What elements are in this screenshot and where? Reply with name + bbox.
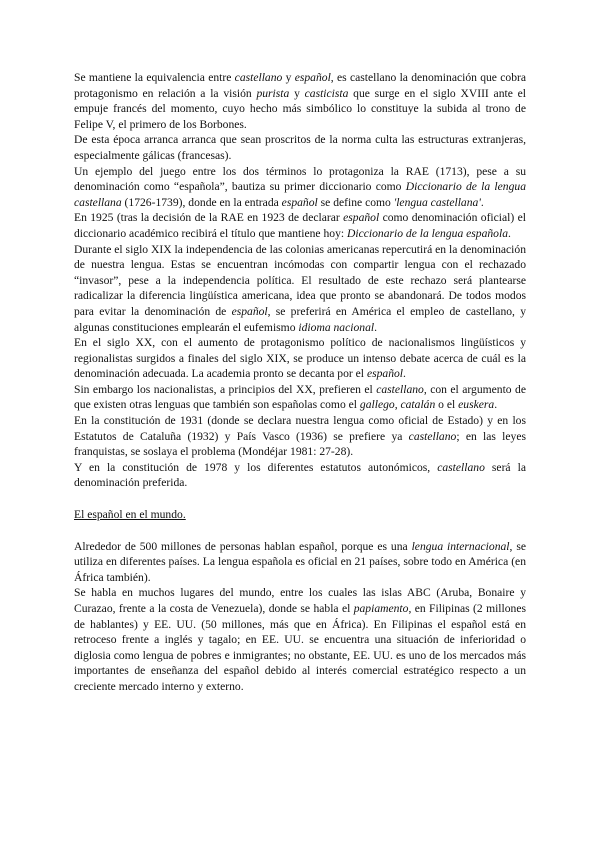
- italic-term: castellano: [234, 71, 283, 84]
- section-paragraphs-1: [74, 70, 526, 491]
- italic-term: castellano: [437, 460, 485, 474]
- italic-term: Diccionario de la lengua española: [347, 226, 508, 240]
- italic-term: lengua internacional: [411, 539, 510, 553]
- italic-term: idioma nacional: [298, 320, 375, 334]
- italic-term: castellano: [376, 382, 424, 396]
- paragraph: En 1925 (tras la decisión de la RAE en 1923 de declarar español como denominación oficial) el diccionario académico recibirá el título que mantiene hoy: Diccionario de la lengua española.: [74, 211, 526, 240]
- section-paragraphs-2: [74, 539, 526, 695]
- paragraph: Sin embargo los nacionalistas, a principios del XX, prefieren el castellano, con el argumento de que existen otras lenguas que también son españolas como el gallego, catalán o el euskera.: [74, 382, 526, 412]
- italic-term: papiamento: [353, 602, 409, 615]
- italic-term: español: [366, 367, 404, 381]
- italic-term: español: [294, 71, 331, 84]
- paragraph: Durante el siglo XIX la independencia de las colonias americanas repercutirá en la denominación de nuestra lengua. Estas se encuentran incómodas con compartir lengua con el rechazado “invasor”, pese a la independencia política. El resultado de este rechazo será plantearse radicalizar la diferencia lingüística americana, idea que pronto se abandonará. De todos modos para evitar la denominación de español, se preferirá en América el empleo de castellano, y algunas constituciones emplearán el eufemismo idioma nacional.: [74, 242, 526, 334]
- paragraph: Se habla en muchos lugares del mundo, entre los cuales las islas ABC (Aruba, Bonaire y Curazao, frente a la costa de Venezuela), donde se habla el papiamento, en Filipinas (2 millones de hablantes) y EE. UU. (50 millones, más que en África). En Filipinas el español está en retroceso frente a inglés y tagalo; en EE. UU. se encuentra una situación de inferioridad o diglosia como lengua de pobres e inmigrantes; no obstante, EE. UU. es uno de los mercados más importantes de enseñanza del español debido al interés comercial estratégico respecto a un creciente mercado interno y externo.: [74, 586, 526, 693]
- italic-term: 'lengua castellana': [393, 195, 481, 209]
- paragraph: Alrededor de 500 millones de personas hablan español, porque es una lengua internacional, se utiliza en diferentes países. La lengua española es oficial en 21 países, sobre todo en América (en África también).: [74, 539, 526, 584]
- paragraph: En la constitución de 1931 (donde se declara nuestra lengua como oficial de Estado) y en los Estatutos de Cataluña (1932) y País Vasco (1936) se prefiere ya castellano; en las leyes franquistas, se soslaya el problema (Mondéjar 1981: 27-28).: [74, 414, 526, 459]
- spacer: [74, 491, 526, 507]
- italic-term: gallego: [359, 398, 395, 412]
- italic-term: español: [281, 195, 318, 209]
- italic-term: purista: [256, 86, 290, 100]
- paragraph: Un ejemplo del juego entre los dos términos lo protagoniza la RAE (1713), pese a su denominación como “española”, bautiza su primer diccionario como Diccionario de la lengua castellana (1726-1739), donde en la entrada español se define como 'lengua castellana'.: [74, 164, 526, 209]
- paragraph: De esta época arranca arranca que sean proscritos de la norma culta las estructuras extranjeras, especialmente gálicas (francesas).: [74, 133, 526, 162]
- italic-term: Diccionario de la lengua castellana: [74, 180, 526, 209]
- italic-term: euskera: [458, 398, 495, 412]
- italic-term: casticista: [304, 86, 349, 100]
- italic-term: español: [231, 304, 268, 318]
- document-body: [74, 70, 526, 695]
- spacer: [74, 523, 526, 539]
- paragraph: Y en la constitución de 1978 y los diferentes estatutos autonómicos, castellano será la denominación preferida.: [74, 460, 526, 490]
- italic-term: catalán: [400, 398, 436, 412]
- italic-term: castellano: [408, 429, 457, 443]
- italic-term: español: [343, 211, 380, 225]
- paragraph: Se mantiene la equivalencia entre castellano y español, es castellano la denominación que cobra protagonismo en relación a la visión purista y casticista que surge en el siglo XVIII ante el empuje francés del momento, cuyo hecho más simbólico lo constituye la subida al trono de Felipe V, el primero de los Borbones.: [74, 71, 526, 131]
- paragraph: En el siglo XX, con el aumento de protagonismo político de nacionalismos lingüísticos y regionalistas surgidos a finales del siglo XIX, se produce un intenso debate acerca de cuál es la denominación adecuada. La academia pronto se decanta por el español.: [74, 336, 526, 381]
- section-heading: El español en el mundo.: [74, 508, 186, 522]
